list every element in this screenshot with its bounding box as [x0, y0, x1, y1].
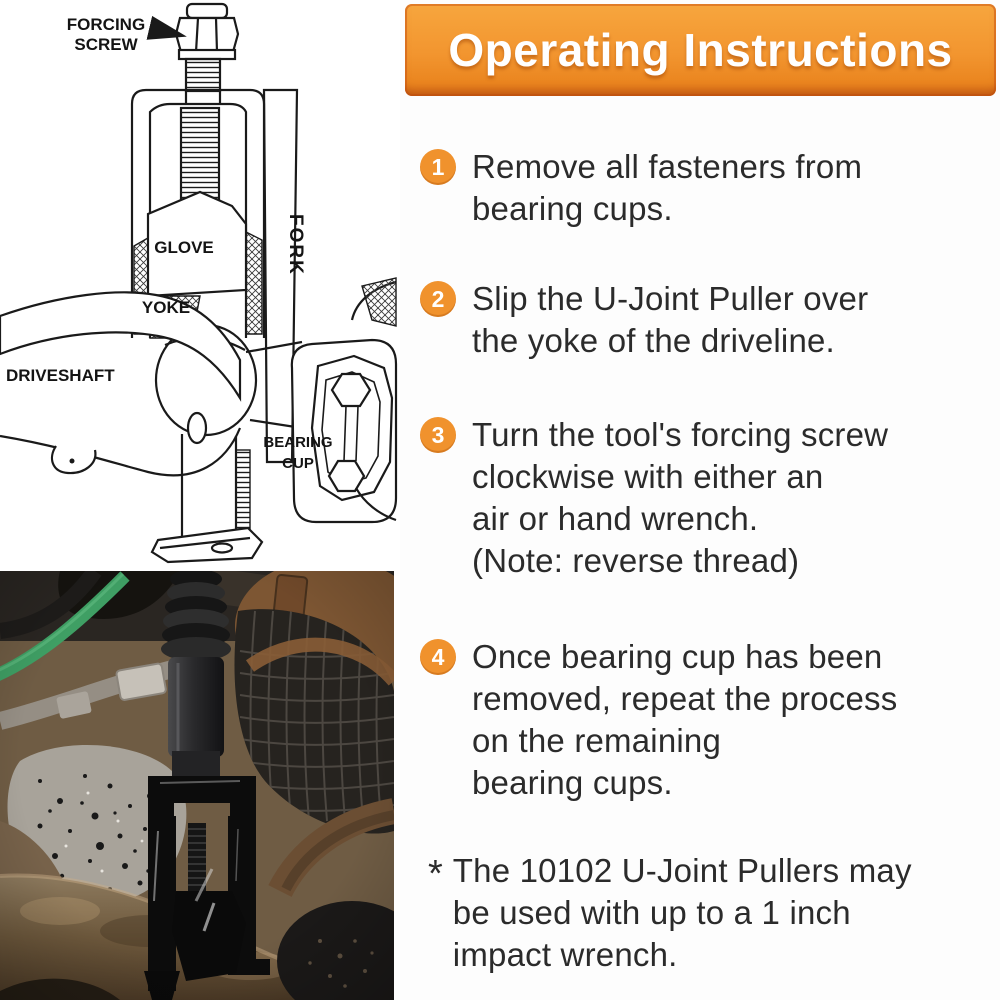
instructions-panel: [400, 0, 1000, 1000]
step-4: [420, 636, 897, 804]
step-4-line-1: Once bearing cup has been: [472, 638, 883, 675]
footnote-line-2: be used with up to a 1 inch: [452, 894, 851, 931]
ujoint-puller-diagram: [0, 0, 400, 570]
step-1-badge: 1: [420, 149, 456, 185]
page-title: Operating Instructions: [448, 24, 953, 76]
ujoint-puller-diagram-drawing: [0, 0, 400, 570]
step-2-badge: 2: [420, 281, 456, 317]
step-3-line-1: Turn the tool's forcing screw: [472, 416, 889, 453]
step-1-line-2: bearing cups.: [472, 190, 673, 227]
step-4-line-2: removed, repeat the process: [472, 680, 898, 717]
threaded-shaft-top: [186, 59, 220, 91]
hex-nut: [176, 18, 238, 52]
footnote-text: [453, 850, 912, 976]
forcing-screw-label-line2: SCREW: [74, 35, 138, 54]
tool-in-use-photo: [0, 571, 394, 1000]
bottom-flange: [152, 528, 262, 562]
driveshaft-label: DRIVESHAFT: [6, 366, 115, 385]
step-1: [420, 146, 862, 230]
step-4-badge: 4: [420, 639, 456, 675]
step-3: [420, 414, 888, 582]
footnote-asterisk: *: [428, 853, 443, 895]
footnote: [428, 850, 912, 976]
step-2-text: [472, 278, 868, 362]
step-3-text: [472, 414, 888, 582]
step-3-line-4: (Note: reverse thread): [472, 542, 800, 579]
bearing-cup-label-line1: BEARING: [263, 434, 333, 451]
step-2-line-2: the yoke of the driveline.: [472, 322, 835, 359]
footnote-line-3: impact wrench.: [452, 936, 678, 973]
step-1-text: [472, 146, 862, 230]
step-4-line-3: on the remaining: [472, 722, 722, 759]
step-2: [420, 278, 868, 362]
bearing-cup-label-line2: CUP: [282, 455, 314, 472]
puller-line-art: [0, 4, 396, 562]
step-3-line-2: clockwise with either an: [472, 458, 824, 495]
yoke-label: YOKE: [141, 298, 191, 317]
footnote-line-1: The 10102 U-Joint Pullers may: [452, 852, 912, 889]
step-3-line-3: air or hand wrench.: [472, 500, 759, 537]
header-banner: [405, 4, 996, 96]
photo-illustration: [0, 571, 394, 1000]
screw-cap: [187, 4, 227, 18]
step-2-line-1: Slip the U-Joint Puller over: [472, 280, 869, 317]
step-4-line-4: bearing cups.: [472, 764, 673, 801]
step-1-line-1: Remove all fasteners from: [472, 148, 863, 185]
fork-label: FORK: [285, 214, 306, 276]
step-4-text: [472, 636, 897, 804]
forcing-screw-label-line1: FORCING: [66, 15, 146, 34]
glove-label: GLOVE: [154, 238, 214, 257]
step-3-badge: 3: [420, 417, 456, 453]
